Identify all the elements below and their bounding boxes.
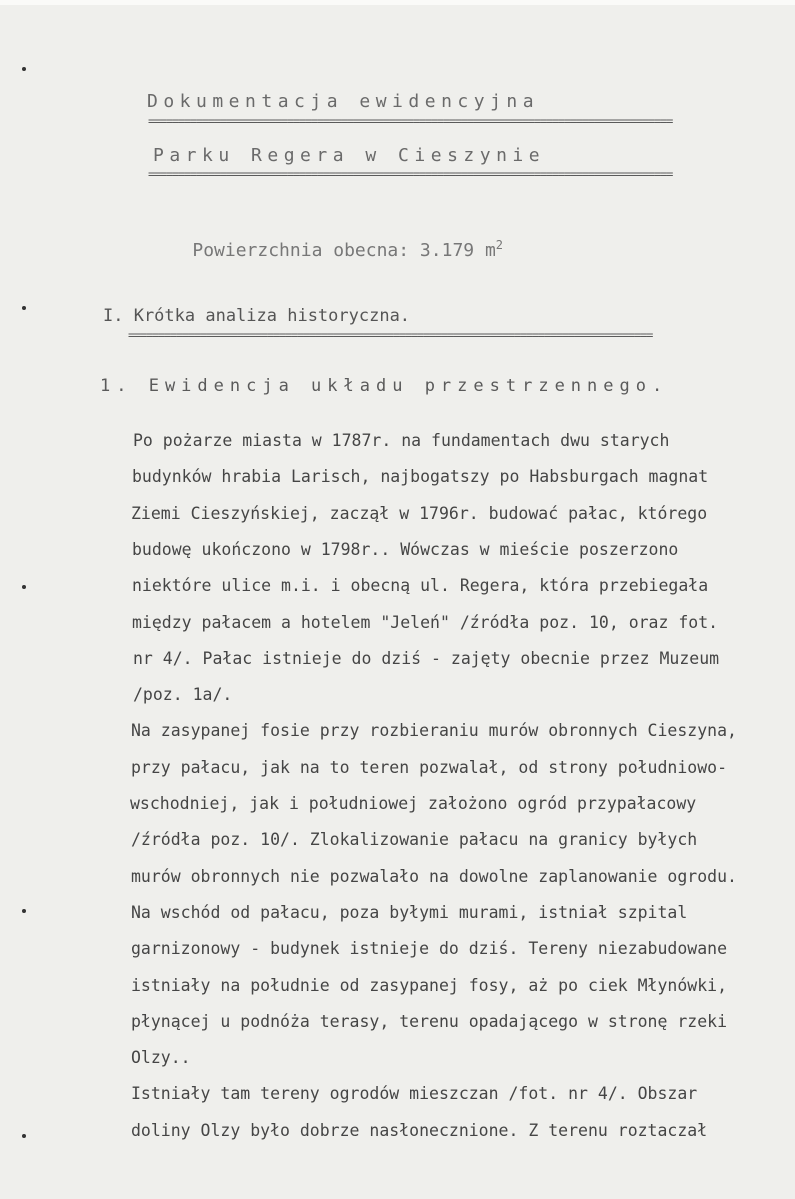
body-text-line: między pałacem a hotelem "Jeleń" /źródła poz. 10, oraz fot. bbox=[132, 613, 719, 632]
body-text-line: płynącej u podnóża terasy, terenu opadającego w stronę rzeki bbox=[131, 1012, 728, 1031]
body-text-line: Na zasypanej fosie przy rozbieraniu murów obronnych Cieszyna, bbox=[131, 721, 737, 740]
punch-hole-mark bbox=[22, 909, 26, 913]
punch-hole-mark bbox=[22, 585, 26, 589]
body-text-line: Istniały tam tereny ogrodów mieszczan /fot. nr 4/. Obszar bbox=[131, 1084, 698, 1103]
body-text-line: wschodniej, jak i południowej założono ogród przypałacowy bbox=[130, 794, 697, 813]
area-line bbox=[149, 215, 503, 281]
body-text-line: /poz. 1a/. bbox=[133, 685, 233, 704]
body-text-line: nr 4/. Pałac istnieje do dziś - zajęty obecnie przez Muzeum bbox=[133, 649, 720, 668]
body-text-line: budynków hrabia Larisch, najbogatszy po Habsburgach magnat bbox=[132, 467, 709, 486]
body-text-line: Ziemi Cieszyńskiej, zaczął w 1796r. budować pałac, którego bbox=[131, 504, 708, 523]
section-heading-underline: ======================================================================================= bbox=[128, 328, 653, 342]
punch-hole-mark bbox=[22, 1134, 26, 1138]
body-text-line: murów obronnych nie pozwalało na dowolne zaplanowanie ogrodu. bbox=[131, 867, 737, 886]
body-text-line: niektóre ulice m.i. i obecną ul. Regera, która przebiegała bbox=[132, 576, 709, 595]
body-text-line: istniały na południe od zasypanej fosy, aż po ciek Młynówki, bbox=[131, 976, 728, 995]
area-text: Powierzchnia obecna: 3.179 m bbox=[192, 240, 496, 261]
title-underline-2: ======================================================================================= bbox=[148, 167, 673, 181]
body-text-line: Olzy.. bbox=[131, 1048, 191, 1067]
title-underline-1: ======================================================================================= bbox=[148, 114, 673, 128]
punch-hole-mark bbox=[22, 306, 26, 310]
body-text-line: Po pożarze miasta w 1787r. na fundamentach dwu starych bbox=[133, 431, 670, 450]
body-text-line: Na wschód od pałacu, poza byłymi murami, istniał szpital bbox=[131, 903, 688, 922]
section-heading: I. Krótka analiza historyczna. bbox=[103, 306, 411, 326]
document-title-line-1: Dokumentacja ewidencyjna bbox=[147, 91, 540, 112]
body-text-line: /źródła poz. 10/. Zlokalizowanie pałacu na granicy byłych bbox=[131, 830, 698, 849]
area-unit-exponent: 2 bbox=[495, 238, 504, 252]
punch-hole-mark bbox=[22, 67, 26, 71]
body-text-line: doliny Olzy było dobrze nasłonecznione. Z terenu roztaczał bbox=[131, 1121, 708, 1140]
body-text-line: przy pałacu, jak na to teren pozwalał, od strony południowo- bbox=[131, 758, 728, 777]
body-text-line: budowę ukończono w 1798r.. Wówczas w mieście poszerzono bbox=[132, 540, 679, 559]
document-title-line-2: Parku Regera w Cieszynie bbox=[153, 145, 546, 166]
subsection-heading: 1. Ewidencja układu przestrzennego. bbox=[100, 376, 669, 396]
body-text-line: garnizonowy - budynek istnieje do dziś. Tereny niezabudowane bbox=[131, 939, 728, 958]
